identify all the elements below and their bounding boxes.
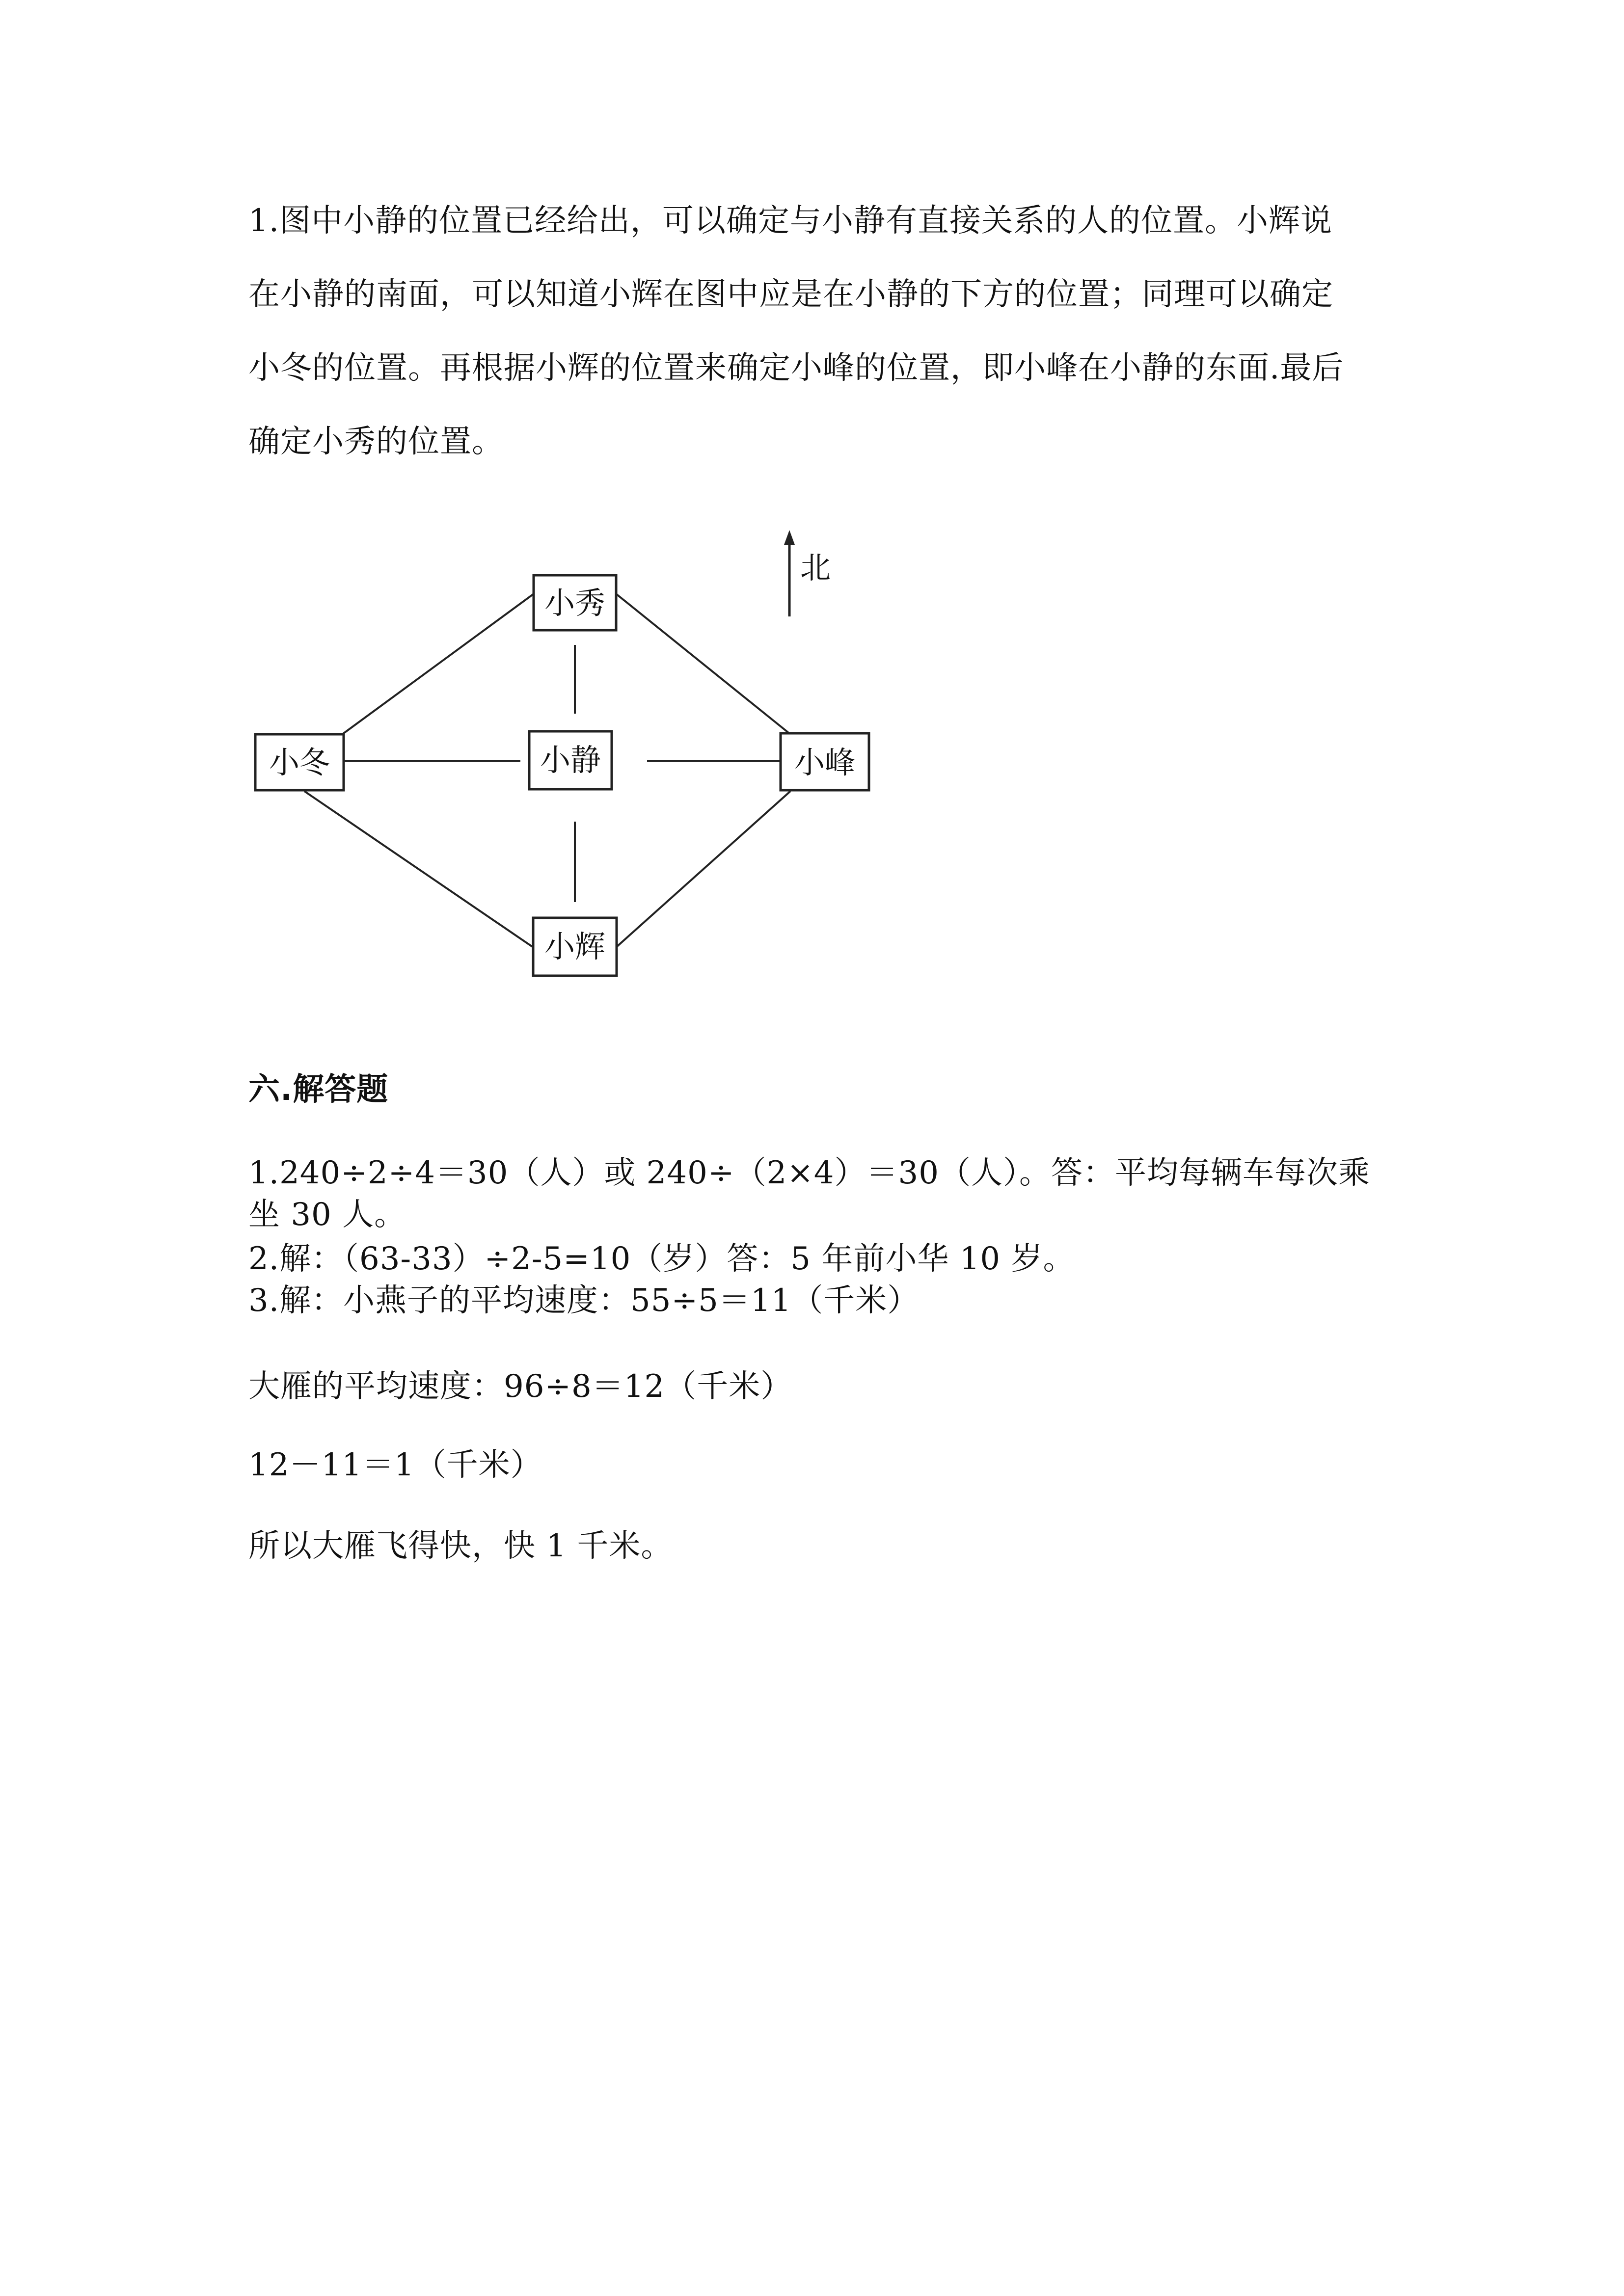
node-right <box>781 733 869 790</box>
answer-line: 大雁的平均速度：96÷8＝12（千米） <box>248 1368 793 1405</box>
node-label: 小峰 <box>794 745 856 780</box>
answer-line: 3.解：小燕子的平均速度：55÷5＝11（千米） <box>248 1282 920 1319</box>
node-label: 小冬 <box>269 745 330 780</box>
north-label: 北 <box>800 550 831 586</box>
explanation-line: 1.图中小静的位置已经给出，可以确定与小静有直接关系的人的位置。小辉说 <box>248 203 1333 239</box>
explanation-line: 在小静的南面，可以知道小辉在图中应是在小静的下方的位置；同理可以确定 <box>248 276 1333 313</box>
node-left <box>255 734 344 790</box>
connector-line <box>304 791 533 947</box>
node-label: 小辉 <box>544 929 606 964</box>
node-label: 小秀 <box>544 585 606 621</box>
answer-line: 所以大雁飞得快，快 1 千米。 <box>248 1528 673 1564</box>
connector-line <box>616 791 790 947</box>
node-bottom <box>533 918 617 976</box>
section-heading: 六.解答题 <box>248 1071 389 1108</box>
answer-line: 1.240÷2÷4＝30（人）或 240÷（2×4）＝30（人）。答：平均每辆车每次乘 <box>248 1155 1370 1191</box>
explanation-line: 小冬的位置。再根据小辉的位置来确定小峰的位置，即小峰在小静的东面.最后 <box>248 350 1344 386</box>
node-label: 小静 <box>540 742 601 778</box>
node-top <box>534 575 616 630</box>
explanation-line: 确定小秀的位置。 <box>248 424 504 460</box>
north-arrow-head <box>784 530 795 545</box>
north-arrow <box>784 530 795 616</box>
connector-line <box>329 594 534 744</box>
answer-line: 12－11＝1（千米） <box>248 1447 542 1483</box>
answer-line: 坐 30 人。 <box>248 1197 406 1233</box>
position-diagram <box>236 525 893 996</box>
connector-line <box>616 594 790 734</box>
answer-line: 2.解：（63-33）÷2-5=10（岁）答：5 年前小华 10 岁。 <box>248 1241 1075 1277</box>
node-center <box>529 731 612 789</box>
